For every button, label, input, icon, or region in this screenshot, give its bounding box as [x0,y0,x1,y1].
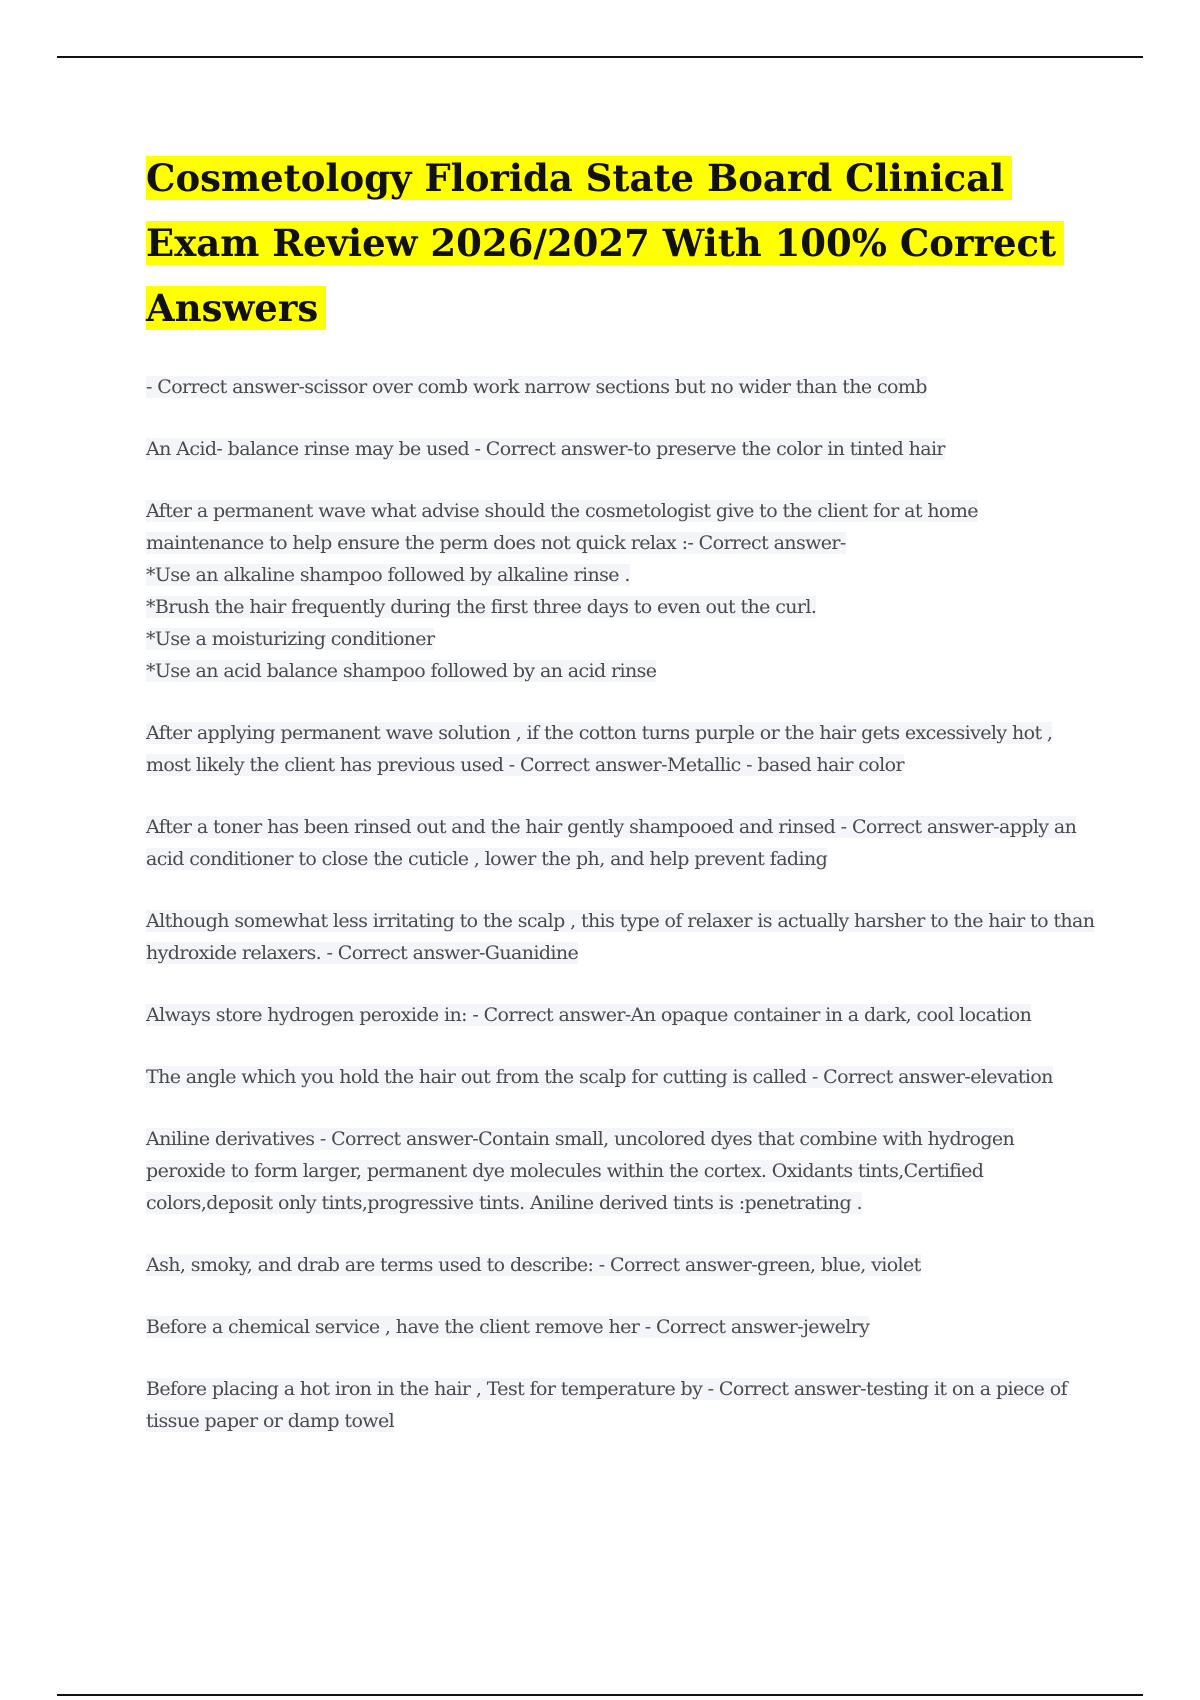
qa-item [146,717,1096,781]
qa-item [146,371,1096,403]
qa-text: After a toner has been rinsed out and the hair gently shampooed and rinsed - Correct answer-apply an acid conditioner to close the cuticle , lower the ph, and help prevent fading [146,816,1077,870]
qa-text: Before a chemical service , have the client remove her - Correct answer-jewelry [146,1316,870,1338]
header-rule [57,56,1143,58]
qa-item [146,905,1096,969]
qa-text: Ash, smoky, and drab are terms used to describe: - Correct answer-green, blue, violet [146,1254,921,1276]
qa-item [146,495,1096,687]
answer-option [146,559,1096,591]
qa-item [146,433,1096,465]
answer-option-text: *Use an alkaline shampoo followed by alkaline rinse . [146,564,630,586]
qa-text: Although somewhat less irritating to the scalp , this type of relaxer is actually harsher to the hair to than hydroxide relaxers. - Correct answer-Guanidine [146,910,1095,964]
answer-option-text: *Use an acid balance shampoo followed by an acid rinse [146,660,657,682]
qa-item [146,1123,1096,1219]
answer-option [146,623,1096,655]
qa-text: - Correct answer-scissor over comb work narrow sections but no wider than the comb [146,376,927,398]
document-body [146,146,1096,1467]
qa-text: After applying permanent wave solution , if the cotton turns purple or the hair gets excessively hot , most likely the client has previous used - Correct answer-Metallic - based hair color [146,722,1053,776]
qa-text: Always store hydrogen peroxide in: - Correct answer-An opaque container in a dark, cool location [146,1004,1032,1026]
qa-item [146,1373,1096,1437]
footer-rule [57,1694,1143,1696]
page-title [146,146,1096,341]
qa-text: Before placing a hot iron in the hair , Test for temperature by - Correct answer-testing it on a piece of tissue paper or damp towel [146,1378,1068,1432]
qa-text: Aniline derivatives - Correct answer-Contain small, uncolored dyes that combine with hydrogen peroxide to form larger, permanent dye molecules within the cortex. Oxidants tints,Certified colors,deposit only tints,progressive tints. Aniline derived tints is :penetrating . [146,1128,1015,1214]
qa-item [146,1311,1096,1343]
qa-text: An Acid- balance rinse may be used - Correct answer-to preserve the color in tinted hair [146,438,945,460]
answer-option [146,655,1096,687]
qa-item [146,999,1096,1031]
answer-option-text: *Use a moisturizing conditioner [146,628,435,650]
answer-option-text: *Brush the hair frequently during the first three days to even out the curl. [146,596,817,618]
qa-item [146,811,1096,875]
qa-text: The angle which you hold the hair out from the scalp for cutting is called - Correct answer-elevation [146,1066,1053,1088]
qa-item [146,1061,1096,1093]
qa-item [146,1249,1096,1281]
answer-option [146,591,1096,623]
qa-list [146,371,1096,1437]
title-highlight: Cosmetology Florida State Board Clinical Exam Review 2026/2027 With 100% Correct Answers [146,156,1064,330]
qa-text: After a permanent wave what advise should the cosmetologist give to the client for at home maintenance to help ensure the perm does not quick relax :- Correct answer- [146,500,978,554]
